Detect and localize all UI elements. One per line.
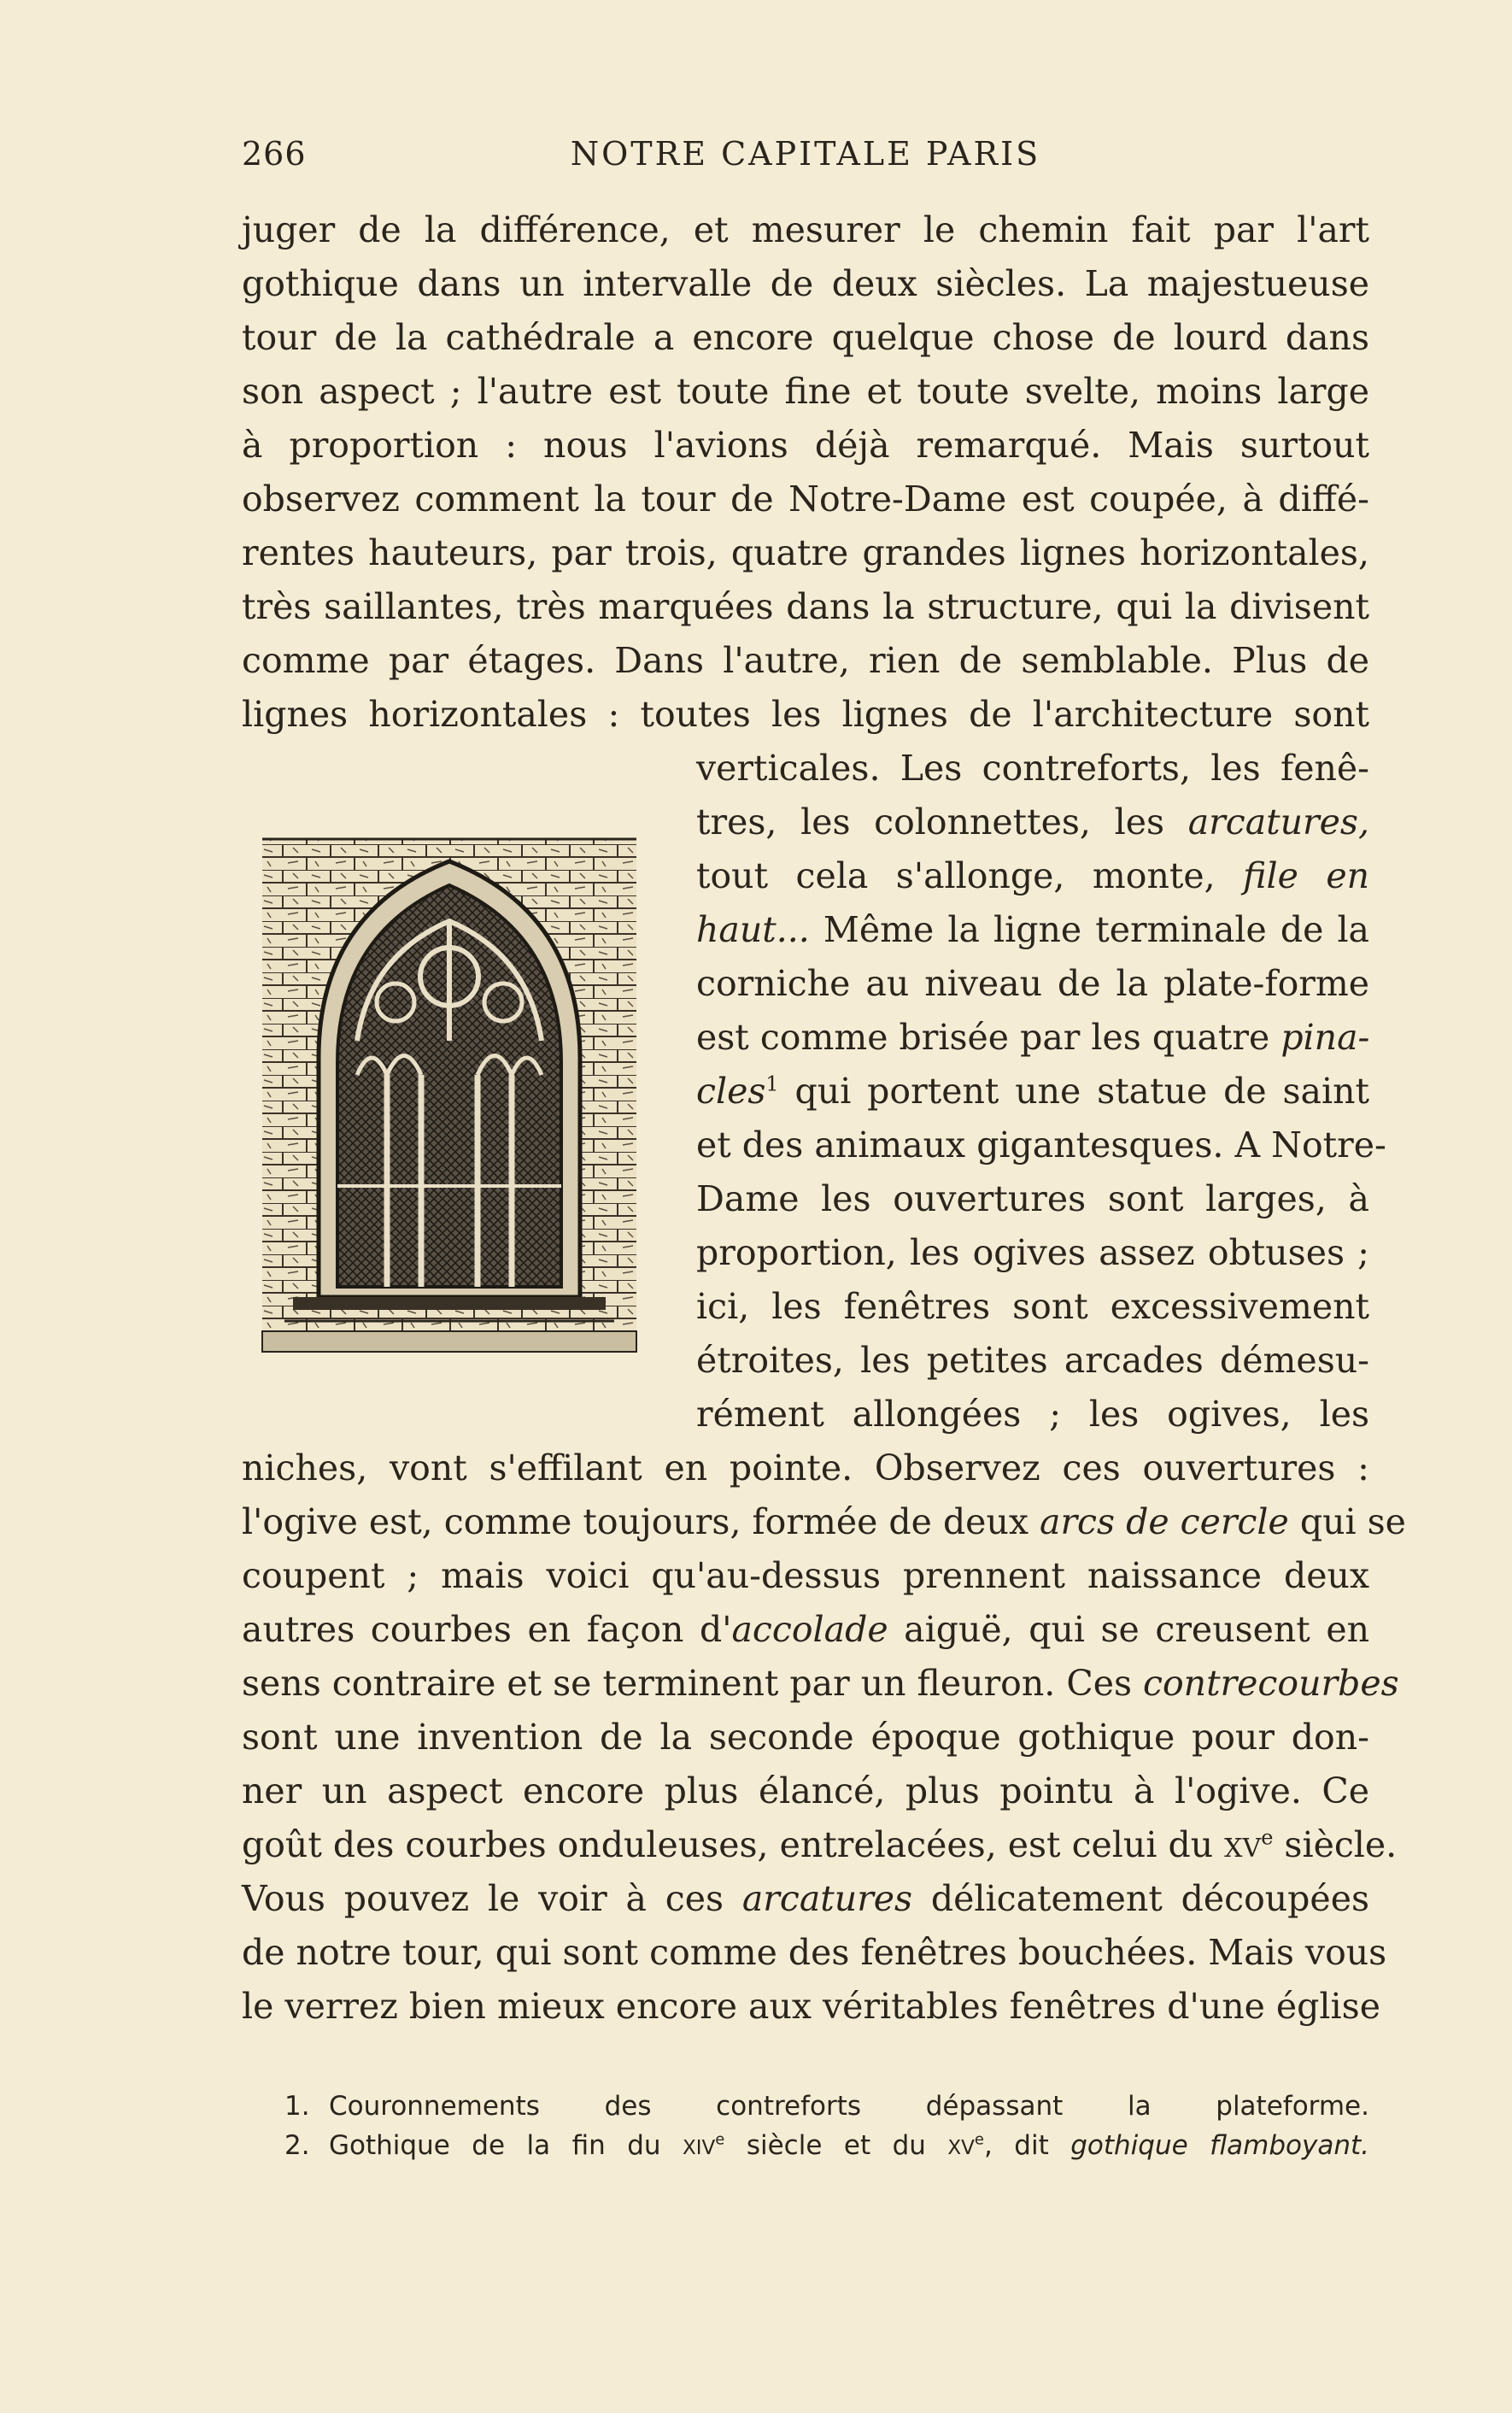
- text-line: coupent ; mais voici qu'au-dessus prennent naissance deux: [242, 1555, 1369, 1596]
- text-run: est comme brisée par les quatre: [696, 1017, 1281, 1058]
- text-line: de notre tour, qui sont comme des fenêtres bouchées. Mais vous: [242, 1932, 1387, 1973]
- italic-term: gothique flamboyant.: [1070, 2130, 1369, 2161]
- superscript: e: [974, 2130, 984, 2149]
- page-number: 266: [242, 135, 307, 173]
- footnote-text: , dit: [983, 2130, 1071, 2161]
- italic-term: arcatures,: [1187, 801, 1369, 842]
- italic-term: arcs de cercle: [1040, 1501, 1289, 1542]
- footnote: [284, 2087, 1369, 2126]
- text-line: [696, 796, 1369, 849]
- text-run: sens contraire et se terminent par un fleuron. Ces: [242, 1663, 1144, 1704]
- text-line: sont une invention de la seconde époque gothique pour don-: [242, 1717, 1369, 1758]
- footnote-text: Couronnements des contreforts dépassant la plateforme.: [329, 2091, 1369, 2122]
- small-caps-century: XIV: [683, 2137, 716, 2159]
- text-run: qui se: [1288, 1501, 1406, 1542]
- superscript: e: [715, 2130, 725, 2149]
- italic-term: pina-: [1281, 1017, 1370, 1058]
- text-line: comme par étages. Dans l'autre, rien de semblable. Plus de: [242, 640, 1369, 681]
- text-run: délicatement découpées: [912, 1878, 1369, 1919]
- text-line: [696, 903, 1369, 957]
- footnotes: [284, 2087, 1369, 2165]
- text-line: très saillantes, très marquées dans la structure, qui la divisent: [242, 586, 1369, 627]
- footnote-number: 2.: [284, 2130, 310, 2161]
- text-line: lignes horizontales : toutes les lignes de l'architecture sont: [242, 694, 1369, 735]
- footnote-text: siècle et du: [724, 2130, 948, 2161]
- text-line: [242, 1818, 1398, 1872]
- text-line: juger de la différence, et mesurer le chemin fait par l'art: [242, 209, 1369, 250]
- text-line: étroites, les petites arcades démesu-: [696, 1340, 1369, 1381]
- text-run: tres, les colonnettes, les: [696, 801, 1188, 842]
- italic-term: cles: [696, 1071, 766, 1112]
- text-line: [696, 1011, 1369, 1065]
- text-line: niches, vont s'effilant en pointe. Observez ces ouvertures :: [242, 1447, 1369, 1488]
- text-run: goût des courbes onduleuses, entrelacées, est celui du: [242, 1824, 1225, 1865]
- text-line: [242, 1603, 1369, 1657]
- superscript: e: [1261, 1825, 1274, 1850]
- text-line: [242, 1872, 1369, 1926]
- text-line: le verrez bien mieux encore aux véritables fenêtres d'une église: [242, 1986, 1380, 2027]
- text-line: verticales. Les contreforts, les fenê-: [696, 748, 1369, 789]
- text-line: [696, 849, 1369, 903]
- text-line: Dame les ouvertures sont larges, à: [696, 1178, 1369, 1219]
- footnote: [284, 2126, 1369, 2165]
- text-line: tour de la cathédrale a encore quelque chose de lourd dans: [242, 317, 1369, 358]
- italic-term: file en: [1243, 855, 1369, 896]
- text-line: et des animaux gigantesques. A Notre-: [696, 1124, 1386, 1165]
- text-line: ici, les fenêtres sont excessivement: [696, 1286, 1369, 1327]
- italic-term: arcatures: [741, 1878, 913, 1919]
- text-run: siècle.: [1273, 1824, 1398, 1865]
- text-run: Même la ligne terminale de la: [809, 909, 1369, 950]
- text-line: observez comment la tour de Notre-Dame est coupée, à diffé-: [242, 478, 1369, 520]
- text-line: son aspect ; l'autre est toute fine et toute svelte, moins large: [242, 371, 1369, 412]
- text-run: qui portent une statue de saint: [778, 1071, 1369, 1112]
- small-caps-century: XV: [947, 2137, 975, 2159]
- text-line: proportion, les ogives assez obtuses ;: [696, 1232, 1369, 1273]
- running-title: NOTRE CAPITALE PARIS: [570, 135, 1041, 173]
- text-run: l'ogive est, comme toujours, formée de deux: [242, 1501, 1040, 1542]
- text-line: [242, 1657, 1399, 1711]
- footnote-number: 1.: [284, 2091, 310, 2122]
- page-header: [242, 135, 1369, 178]
- text-line: [696, 1065, 1369, 1118]
- text-line: à proportion : nous l'avions déjà remarqué. Mais surtout: [242, 425, 1369, 466]
- footnote-marker: 1: [765, 1071, 779, 1096]
- text-run: Vous pouvez le voir à ces: [242, 1878, 742, 1919]
- text-line: [242, 1495, 1406, 1549]
- text-line: ner un aspect encore plus élancé, plus pointu à l'ogive. Ce: [242, 1770, 1369, 1811]
- text-line: rément allongées ; les ogives, les: [696, 1394, 1369, 1435]
- italic-term: accolade: [731, 1609, 888, 1650]
- text-line: corniche au niveau de la plate-forme: [696, 963, 1369, 1004]
- small-caps-century: XV: [1224, 1834, 1262, 1864]
- text-run: autres courbes en façon d': [242, 1609, 732, 1650]
- italic-term: contrecourbes: [1143, 1663, 1399, 1704]
- gothic-window-illustration: [259, 819, 640, 1376]
- footnote-text: Gothique de la fin du: [329, 2130, 683, 2161]
- text-line: rentes hauteurs, par trois, quatre grandes lignes horizontales,: [242, 532, 1369, 573]
- text-run: tout cela s'allonge, monte,: [696, 855, 1244, 896]
- text-run: aiguë, qui se creusent en: [888, 1609, 1370, 1650]
- italic-term: haut...: [696, 909, 810, 950]
- text-line: gothique dans un intervalle de deux siècles. La majestueuse: [242, 263, 1369, 304]
